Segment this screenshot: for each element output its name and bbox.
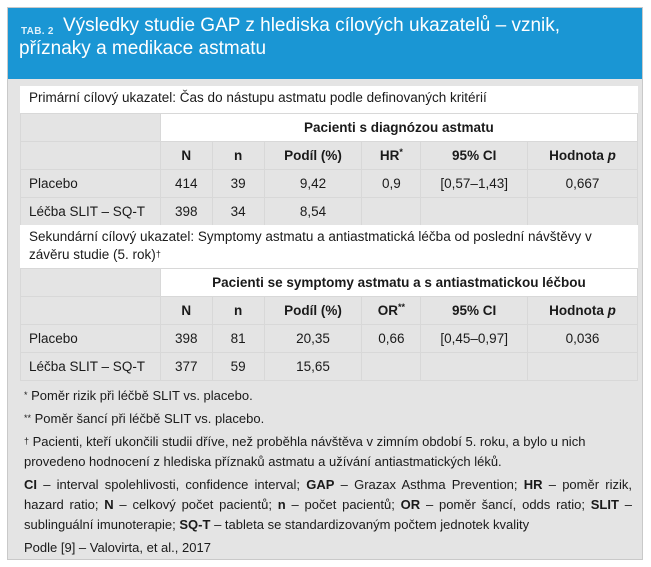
section1-title: Primární cílový ukazatel: Čas do nástupu astmatu podle definovaných kritérií [20, 86, 638, 113]
col-p-value: Hodnota p [528, 297, 638, 325]
table-row [21, 170, 638, 198]
col-ci: 95% CI [421, 142, 528, 170]
footnote-or: ** Poměr šancí při léčbě SLIT vs. placebo. [24, 411, 265, 426]
footnotes [24, 386, 632, 561]
cell [362, 353, 421, 381]
cell: [0,45–0,97] [421, 325, 528, 353]
cell: 398 [160, 325, 212, 353]
cell: 0,667 [528, 170, 638, 198]
col-n: n [212, 142, 264, 170]
section2-title: Sekundární cílový ukazatel: Symptomy astmatu a antiastmatická léčba od poslední návštěvy v závěru studie (5. rok)† [20, 225, 638, 268]
col-ci: 95% CI [421, 297, 528, 325]
cell: 0,036 [528, 325, 638, 353]
cell: [0,57–1,43] [421, 170, 528, 198]
col-or: OR** [362, 297, 421, 325]
title-line-1: Výsledky studie GAP z hlediska cílových ukazatelů – vznik, [63, 15, 561, 36]
cell: 81 [212, 325, 264, 353]
section2-table [20, 268, 638, 381]
cell: 414 [160, 170, 212, 198]
col-hr: HR* [362, 142, 421, 170]
section1-group-header: Pacienti s diagnózou astmatu [160, 114, 637, 142]
cell: 9,42 [264, 170, 362, 198]
panel-header [8, 8, 642, 79]
cell [421, 198, 528, 226]
row-label: Léčba SLIT – SQ-T [21, 198, 161, 226]
col-p-value: Hodnota p [528, 142, 638, 170]
table-row [21, 325, 638, 353]
table-row [21, 198, 638, 226]
table-row [21, 353, 638, 381]
cell [362, 198, 421, 226]
col-n: n [212, 297, 264, 325]
table-panel [7, 7, 643, 560]
col-podil: Podíl (%) [264, 142, 362, 170]
row-label: Léčba SLIT – SQ-T [21, 353, 161, 381]
footnote-dagger: † Pacienti, kteří ukončili studii dříve, než proběhla návštěva v zimním období 5. roku, a bylo u nich provedeno hodnocení z hlediska příznaků astmatu a užívání antiastmatických léků. [24, 434, 586, 469]
abbreviations: CI – interval spolehlivosti, confidence interval; GAP – Grazax Asthma Prevention; HR – poměr rizik, hazard ratio; N – celkový počet pacientů; n – počet pacientů; OR – poměr šancí, odds ratio; SLIT – sublinguální imunoterapie; SQ-T – tableta se standardizovaným počtem jednotek kvality [24, 477, 632, 532]
cell: 0,66 [362, 325, 421, 353]
col-N: N [160, 142, 212, 170]
cell: 59 [212, 353, 264, 381]
footnote-hr: * Poměr rizik při léčbě SLIT vs. placebo. [24, 388, 253, 403]
cell [528, 198, 638, 226]
title-line-2: příznaky a medikace astmatu [19, 38, 267, 59]
cell: 8,54 [264, 198, 362, 226]
source-citation: Podle [9] – Valovirta, et al., 2017 [24, 540, 211, 555]
table-tag: TAB. 2 [21, 26, 54, 37]
cell [528, 353, 638, 381]
cell: 34 [212, 198, 264, 226]
cell: 377 [160, 353, 212, 381]
section1-table [20, 113, 638, 226]
cell: 39 [212, 170, 264, 198]
row-label: Placebo [21, 325, 161, 353]
cell: 15,65 [264, 353, 362, 381]
col-podil: Podíl (%) [264, 297, 362, 325]
row-label: Placebo [21, 170, 161, 198]
col-N: N [160, 297, 212, 325]
section2-group-header: Pacienti se symptomy astmatu a s antiastmatickou léčbou [160, 269, 637, 297]
cell [421, 353, 528, 381]
cell: 398 [160, 198, 212, 226]
cell: 20,35 [264, 325, 362, 353]
cell: 0,9 [362, 170, 421, 198]
